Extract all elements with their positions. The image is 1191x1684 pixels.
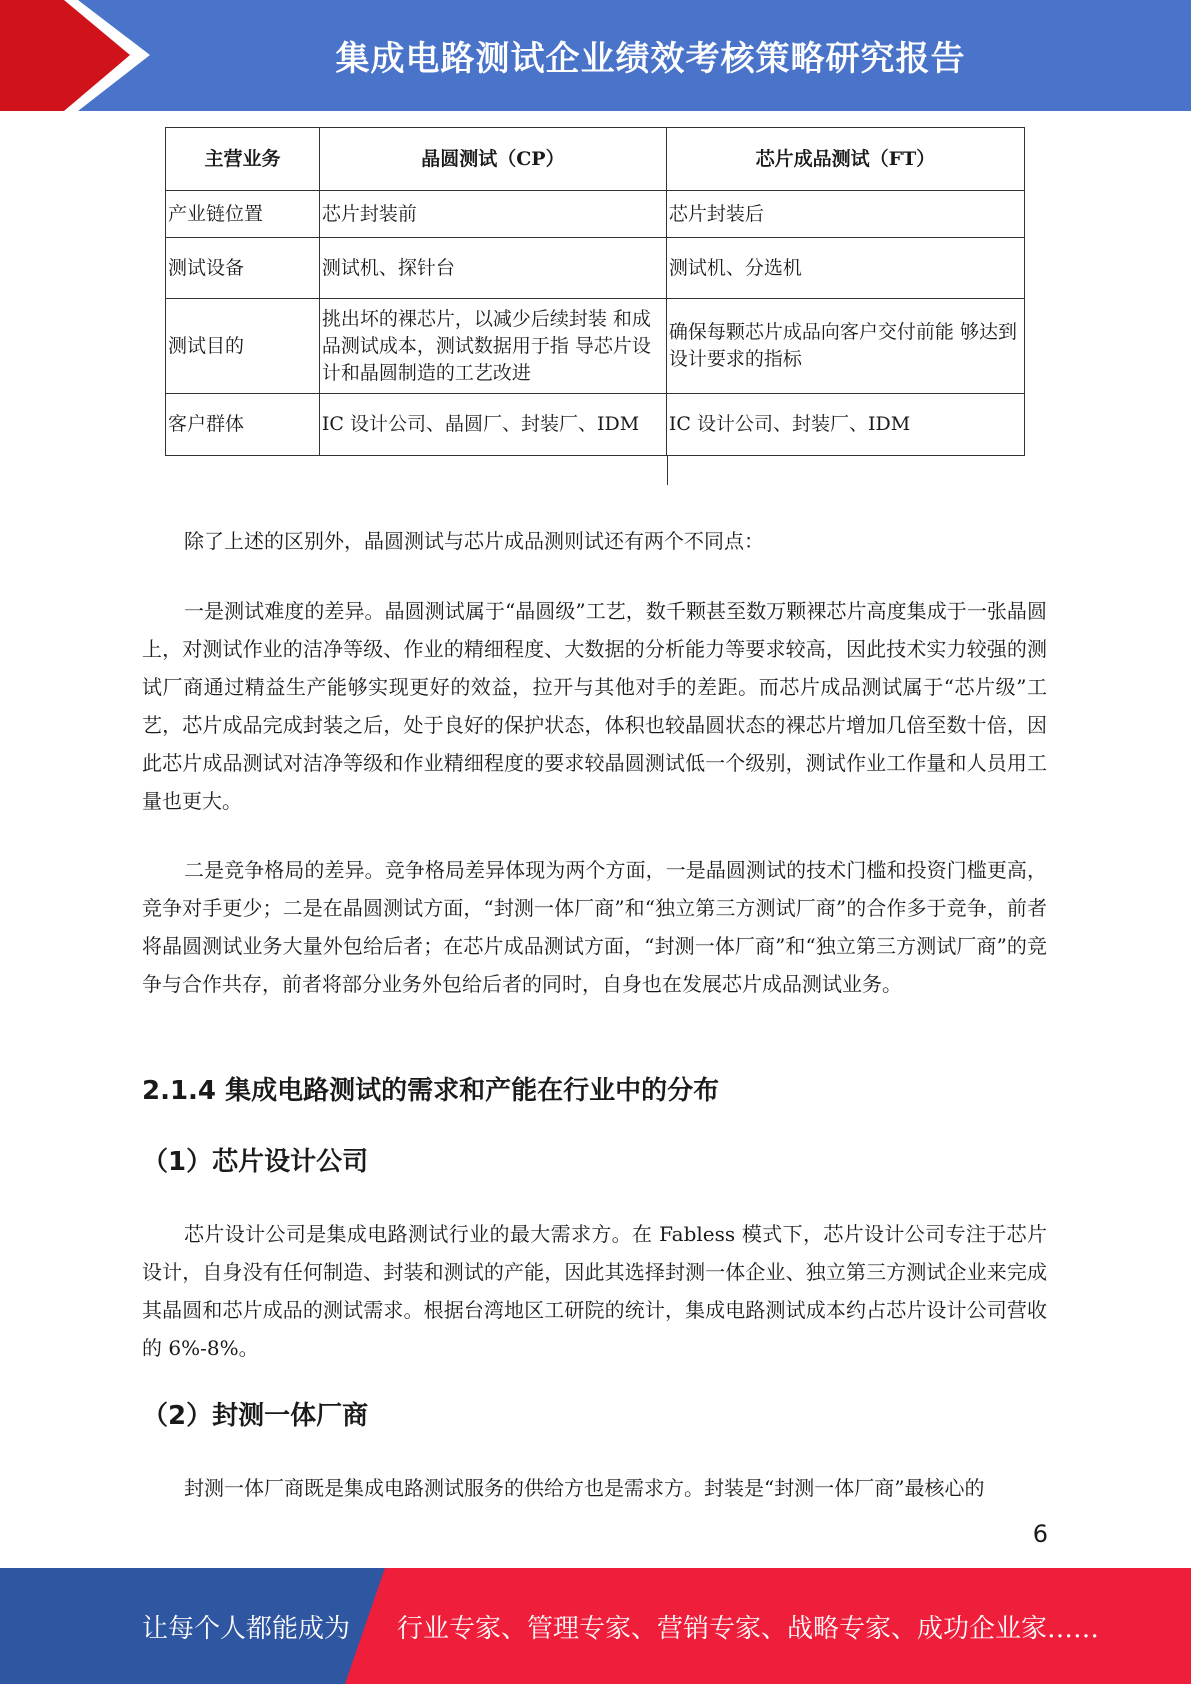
footer-banner — [0, 1568, 1191, 1684]
table-cell: 确保每颗芯片成品向客户交付前能 够达到设计要求的指标 — [666, 299, 1024, 394]
table-cell: 测试机、探针台 — [319, 238, 666, 299]
subsection-heading-osat: （2）封测一体厂商 — [142, 1401, 369, 1431]
paragraph-difficulty: 一是测试难度的差异。晶圆测试属于“晶圆级”工艺，数千颗甚至数万颗裸芯片高度集成于一张晶圆上，对测试作业的洁净等级、作业的精细程度、大数据的分析能力等要求较高，因此技术实力较强的测试厂商通过精益生产能够实现更好的效益，拉开与其他对手的差距。而芯片成品测试属于“芯片级”工艺，芯片成品完成封装之后，处于良好的保护状态，体积也较晶圆状态的裸芯片增加几倍至数十倍，因此芯片成品测试对洁净等级和作业精细程度的要求较晶圆测试低一个级别，测试作业工作量和人员用工量也更大。 — [142, 599, 1047, 813]
paragraph-competition: 二是竞争格局的差异。竞争格局差异体现为两个方面，一是晶圆测试的技术门槛和投资门槛更高，竞争对手更少；二是在晶圆测试方面，“封测一体厂商”和“独立第三方测试厂商”的合作多于竞争，前者将晶圆测试业务大量外包给后者；在芯片成品测试方面，“封测一体厂商”和“独立第三方测试厂商”的竞争与合作共存，前者将部分业务外包给后者的同时，自身也在发展芯片成品测试业务。 — [142, 858, 1047, 996]
footer-slogan-right: 行业专家、管理专家、营销专家、战略专家、成功企业家…… — [397, 1613, 1100, 1644]
table-row — [166, 238, 1025, 299]
subsection-heading-design: （1）芯片设计公司 — [142, 1147, 369, 1177]
table-header-row — [166, 128, 1025, 191]
business-comparison-table — [165, 127, 1025, 456]
table-row — [166, 299, 1025, 394]
paragraph-design-companies: 芯片设计公司是集成电路测试行业的最大需求方。在 Fabless 模式下，芯片设计公司专注于芯片设计，自身没有任何制造、封装和测试的产能，因此其选择封测一体企业、独立第三方测试企业来完成其晶圆和芯片成品的测试需求。根据台湾地区工研院的统计，集成电路测试成本约占芯片设计公司营收的 6%-8%。 — [142, 1222, 1047, 1360]
section-heading: 2.1.4 集成电路测试的需求和产能在行业中的分布 — [142, 1076, 720, 1106]
report-title: 集成电路测试企业绩效考核策略研究报告 — [335, 39, 966, 79]
table-cell: 挑出坏的裸芯片，以减少后续封装 和成品测试成本，测试数据用于指 导芯片设计和晶圆制造的工艺改进 — [319, 299, 666, 394]
table-cell: 产业链位置 — [166, 191, 320, 238]
table-divider-line — [667, 455, 668, 485]
page-number: 6 — [1032, 1520, 1048, 1548]
table-cell: 测试设备 — [166, 238, 320, 299]
table-header-cell: 芯片成品测试（FT） — [666, 128, 1024, 191]
table-cell: IC 设计公司、封装厂、IDM — [666, 394, 1024, 456]
table-cell: 客户群体 — [166, 394, 320, 456]
table-cell: 芯片封装后 — [666, 191, 1024, 238]
table-cell: 测试目的 — [166, 299, 320, 394]
table-cell: IC 设计公司、晶圆厂、封装厂、IDM — [319, 394, 666, 456]
table-row — [166, 394, 1025, 456]
header-banner — [0, 0, 1191, 111]
table-row — [166, 191, 1025, 238]
footer-slogan-left: 让每个人都能成为 — [142, 1613, 351, 1644]
table-header-cell: 主营业务 — [166, 128, 320, 191]
paragraph-intro: 除了上述的区别外，晶圆测试与芯片成品测则试还有两个不同点： — [184, 529, 764, 553]
paragraph-osat: 封测一体厂商既是集成电路测试服务的供给方也是需求方。封装是“封测一体厂商”最核心的 — [184, 1476, 985, 1500]
table-cell: 测试机、分选机 — [666, 238, 1024, 299]
table-cell: 芯片封装前 — [319, 191, 666, 238]
table-header-cell: 晶圆测试（CP） — [319, 128, 666, 191]
header-arrow-logo — [0, 0, 160, 111]
